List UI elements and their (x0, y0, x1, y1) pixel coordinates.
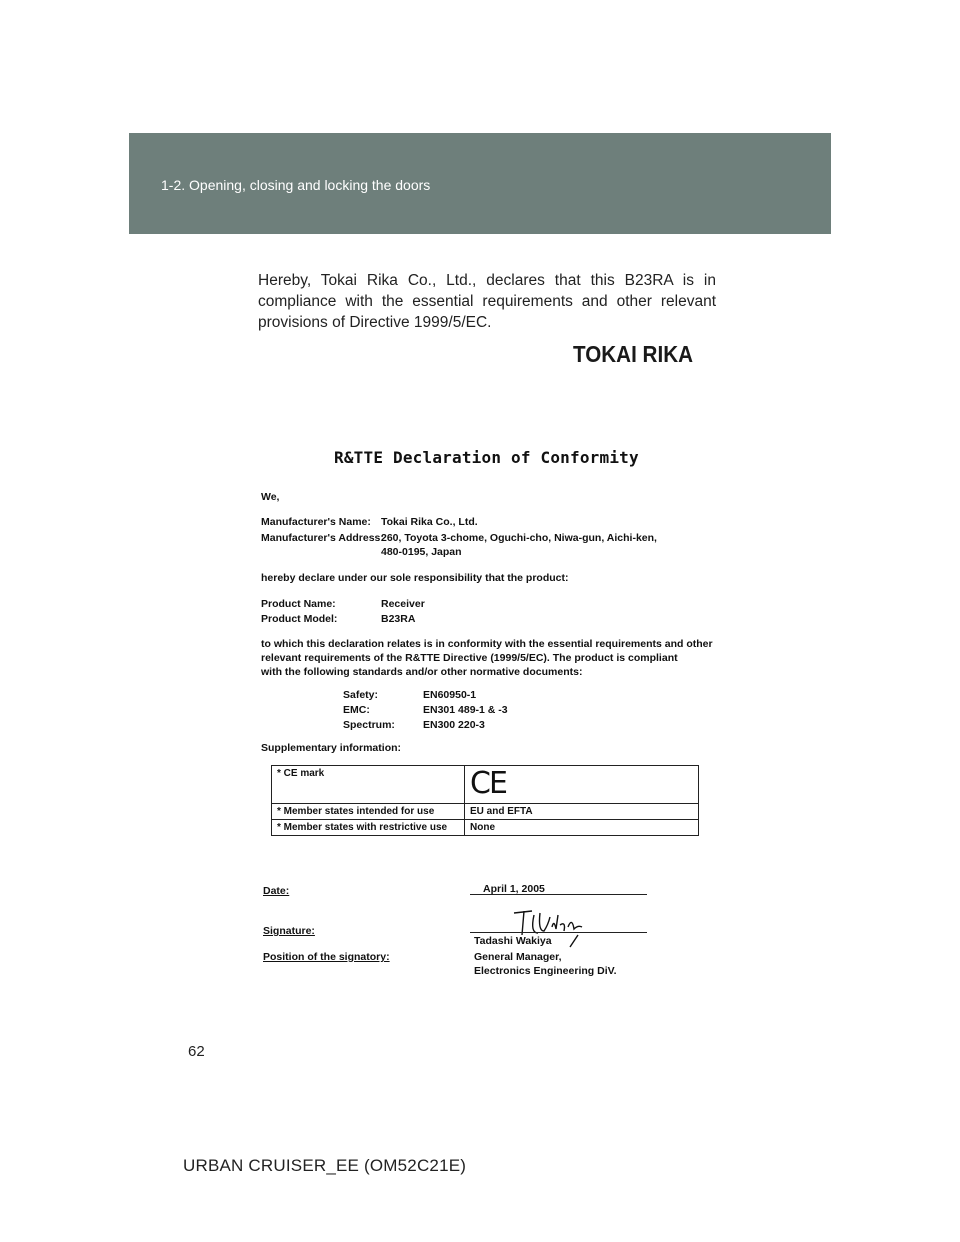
conformity-line: with the following standards and/or other normative documents: (261, 666, 583, 678)
product-name-label: Product Name: (261, 598, 336, 610)
manufacturer-address-label: Manufacturer's Address: (261, 532, 384, 544)
standard-value: EN300 220-3 (423, 719, 485, 731)
standard-label: EMC: (343, 704, 370, 716)
cert-we: We, (261, 491, 280, 503)
page-number: 62 (188, 1043, 205, 1060)
manufacturer-name: Tokai Rika Co., Ltd. (381, 516, 478, 528)
section-title: 1-2. Opening, closing and locking the doors (161, 177, 431, 193)
date-line (470, 894, 647, 895)
position-line1: General Manager, (474, 951, 562, 963)
declare-statement: hereby declare under our sole responsibility that the product: (261, 572, 569, 584)
position-line2: Electronics Engineering DiV. (474, 965, 617, 977)
table-cell-value: EU and EFTA (465, 804, 699, 820)
conformity-line: relevant requirements of the R&TTE Directive (1999/5/EC). The product is compliant (261, 652, 678, 664)
date-label: Date: (263, 885, 290, 897)
product-name: Receiver (381, 598, 425, 610)
table-cell-key: * CE mark (272, 766, 465, 804)
table-row (272, 804, 699, 820)
ce-mark-icon: CE (470, 766, 506, 801)
table-cell-value: None (465, 820, 699, 836)
signature-line (470, 932, 647, 933)
standard-value: EN60950-1 (423, 689, 477, 701)
supplementary-table (271, 765, 699, 836)
table-row (272, 766, 699, 804)
table-cell-key: * Member states intended for use (272, 804, 465, 820)
supplementary-label: Supplementary information: (261, 742, 402, 754)
declaration-paragraph: Hereby, Tokai Rika Co., Ltd., declares that this B23RA is in compliance with the essential requirements and other relevant provisions of Directive 1999/5/EC. (258, 272, 716, 331)
manufacturer-address-line1: 260, Toyota 3-chome, Oguchi-cho, Niwa-gun, Aichi-ken, (381, 532, 657, 544)
date-value: April 1, 2005 (483, 883, 545, 895)
product-model: B23RA (381, 613, 416, 625)
position-label: Position of the signatory: (263, 951, 390, 963)
standard-label: Spectrum: (343, 719, 395, 731)
table-row (272, 820, 699, 836)
manufacturer-name-label: Manufacturer's Name: (261, 516, 371, 528)
table-cell-value (465, 766, 699, 804)
manufacturer-address-line2: 480-0195, Japan (381, 546, 462, 558)
certificate-title: R&TTE Declaration of Conformity (334, 448, 639, 467)
table-cell-key: * Member states with restrictive use (272, 820, 465, 836)
standard-label: Safety: (343, 689, 379, 701)
conformity-line: to which this declaration relates is in conformity with the essential requirements and other (261, 638, 713, 650)
section-header-bar (129, 133, 831, 234)
signatory-name: Tadashi Wakiya (474, 935, 552, 947)
footer-manual-code: URBAN CRUISER_EE (OM52C21E) (183, 1156, 467, 1175)
standard-value: EN301 489-1 & -3 (423, 704, 508, 716)
tokai-rika-logo (573, 340, 693, 366)
signature-label: Signature: (263, 925, 315, 937)
product-model-label: Product Model: (261, 613, 338, 625)
logo-text: TOKAI RIKA (573, 341, 693, 367)
